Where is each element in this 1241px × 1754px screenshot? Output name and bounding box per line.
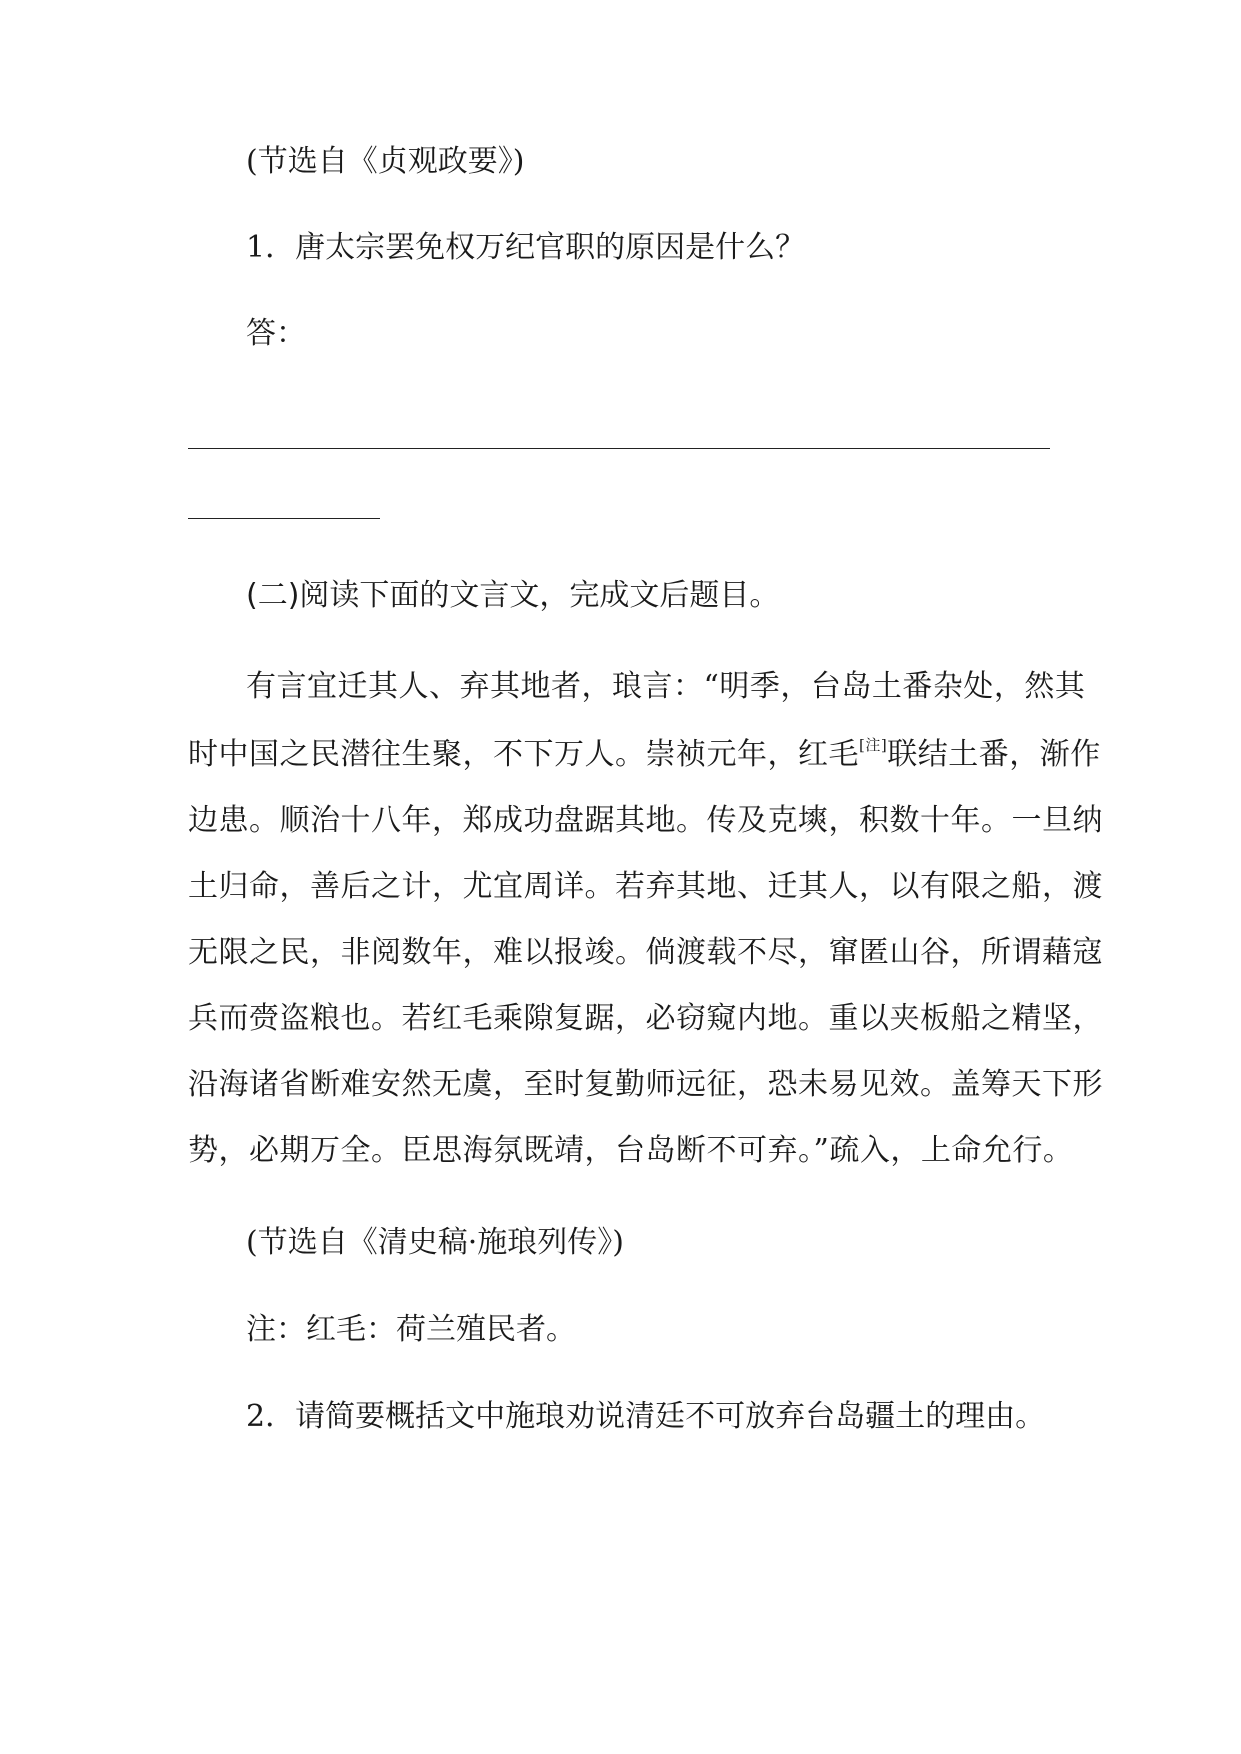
- passage-line: 兵而赍盗粮也。若红毛乘隙复踞，必窃窥内地。重以夹板船之精坚，: [188, 1001, 1103, 1036]
- answer-label-1: 答：: [246, 316, 306, 351]
- passage-line: [188, 735, 1101, 775]
- question-2: 2．请简要概括文中施琅劝说清廷不可放弃台岛疆土的理由。: [246, 1399, 1046, 1434]
- passage-line: 有言宜迁其人、弃其地者，琅言：“明季，台岛土番杂处，然其: [246, 669, 1086, 704]
- section-heading-2: (二)阅读下面的文言文，完成文后题目。: [246, 578, 780, 613]
- passage-line: 势，必期万全。臣思海氛既靖，台岛断不可弃。”疏入，上命允行。: [188, 1133, 1074, 1168]
- footnote-marker: [注]: [859, 736, 888, 754]
- source-citation-1: (节选自《贞观政要》): [246, 144, 525, 179]
- footnote-text: 注：红毛：荷兰殖民者。: [246, 1312, 576, 1347]
- answer-blank-line-2[interactable]: [188, 518, 380, 519]
- question-1: 1．唐太宗罢免权万纪官职的原因是什么？: [246, 230, 806, 265]
- passage-line: 边患。顺治十八年，郑成功盘踞其地。传及克塽，积数十年。一旦纳: [188, 803, 1103, 838]
- passage-line: 无限之民，非阅数年，难以报竣。倘渡载不尽，窜匿山谷，所谓藉寇: [188, 935, 1103, 970]
- answer-blank-line-1[interactable]: [188, 448, 1050, 449]
- passage-line: 沿海诸省断难安然无虞，至时复勤师远征，恐未易见效。盖筹天下形: [188, 1067, 1103, 1102]
- passage-line-text: 时中国之民潜往生聚，不下万人。崇祯元年，红毛: [188, 737, 859, 772]
- source-citation-2: (节选自《清史稿·施琅列传》): [246, 1225, 624, 1260]
- passage-line: 土归命，善后之计，尤宜周详。若弃其地、迁其人，以有限之船，渡: [188, 869, 1103, 904]
- passage-line-text: 联结土番，渐作: [887, 737, 1101, 772]
